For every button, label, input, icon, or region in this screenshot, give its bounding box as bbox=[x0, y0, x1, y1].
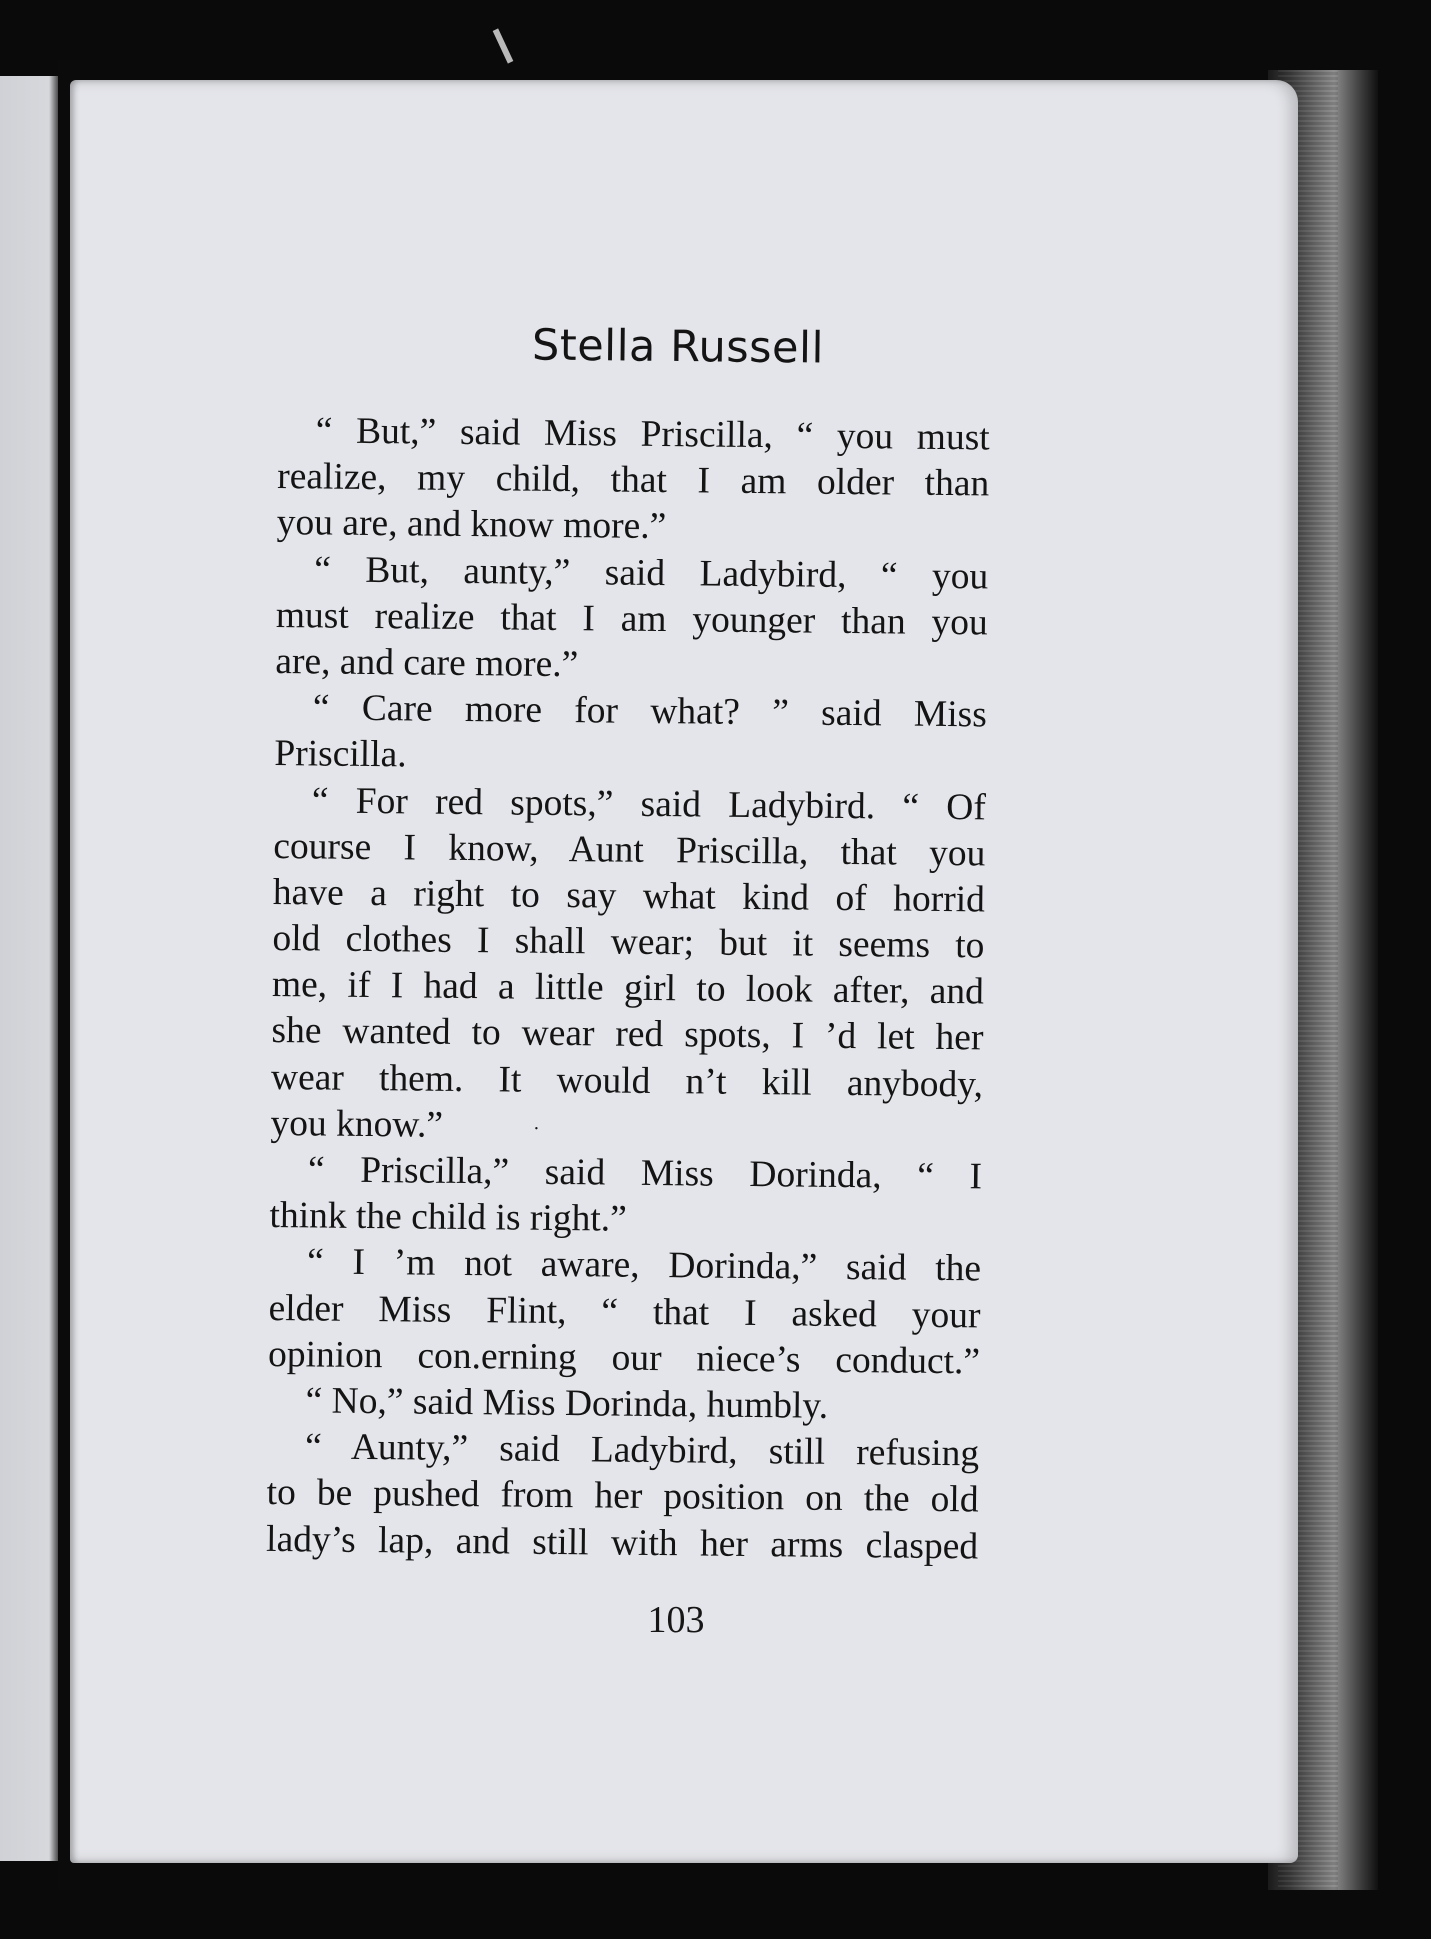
text-line: course I know, Aunt Priscilla, that you bbox=[273, 825, 986, 875]
text-line-wrapper bbox=[270, 1101, 982, 1155]
text-line: old clothes I shall wear; but it seems to bbox=[272, 918, 985, 967]
text-line: Priscilla. bbox=[274, 733, 407, 776]
text-line: wear them. It would n’t kill anybody, bbox=[270, 1056, 984, 1106]
text-line: “ Care more for what? ” said Miss bbox=[312, 687, 988, 736]
text-line: “ But,” said Miss Priscilla, “ you must bbox=[315, 410, 990, 459]
text-line: elder Miss Flint, “ that I asked your bbox=[268, 1287, 981, 1336]
text-line: opinion con.erning our niece’s conduct.” bbox=[267, 1333, 981, 1383]
text-line: “ Aunty,” said Ladybird, still refusing bbox=[304, 1426, 980, 1475]
running-head: Stella Russell bbox=[531, 320, 825, 374]
text-line: you know.” bbox=[270, 1102, 444, 1146]
book-page bbox=[70, 80, 1298, 1863]
text-line: lady’s lap, and still with her arms clasped bbox=[265, 1518, 979, 1567]
body-text bbox=[266, 408, 990, 1570]
ink-speck: · bbox=[532, 1117, 540, 1140]
text-line: you are, and know more.” bbox=[276, 502, 667, 548]
text-line: to be pushed from her position on the old bbox=[266, 1472, 979, 1521]
text-line: must realize that I am younger than you bbox=[275, 594, 989, 644]
text-line: she wanted to wear red spots, I ’d let her bbox=[271, 1010, 984, 1059]
text-line: think the child is right.” bbox=[269, 1195, 627, 1240]
text-line: “ But, aunty,” said Ladybird, “ you bbox=[314, 548, 989, 598]
text-line: realize, my child, that I am older than bbox=[277, 456, 990, 505]
text-line: have a right to say what kind of horrid bbox=[272, 871, 986, 921]
text-line: “ Priscilla,” said Miss Dorinda, “ I bbox=[307, 1149, 983, 1198]
text-line: “ For red spots,” said Ladybird. “ Of bbox=[311, 779, 987, 828]
text-line: me, if I had a little girl to look after, and bbox=[271, 964, 985, 1013]
page-number: 103 bbox=[647, 1599, 705, 1641]
text-line: “ I ’m not aware, Dorinda,” said the bbox=[306, 1241, 982, 1290]
text-line: “ No,” said Miss Dorinda, humbly. bbox=[305, 1380, 829, 1427]
text-line: are, and care more.” bbox=[275, 640, 579, 686]
